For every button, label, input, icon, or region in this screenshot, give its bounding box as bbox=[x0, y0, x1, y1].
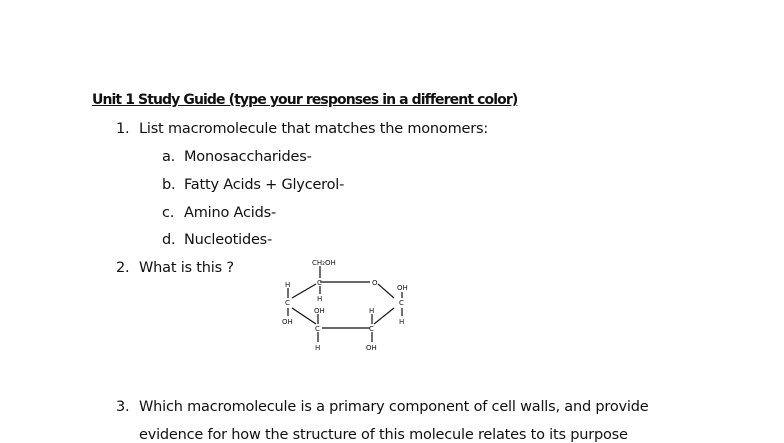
study-guide-title: Unit 1 Study Guide (type your responses in a different color) bbox=[92, 92, 518, 108]
list-item-letter: a. bbox=[162, 149, 176, 165]
ring-bond bbox=[378, 284, 394, 298]
question-3-number: 3. bbox=[116, 399, 130, 415]
list-item-amino-acids: Amino Acids- bbox=[184, 205, 276, 221]
hydroxyl-label: OH bbox=[314, 307, 325, 315]
question-3-line-1: Which macromolecule is a primary component of cell walls, and provide bbox=[139, 399, 649, 415]
hydroxyl-label: OH bbox=[397, 284, 408, 292]
list-item-letter: d. bbox=[162, 232, 176, 248]
carbon-label: C bbox=[369, 325, 374, 333]
carbon-label: C bbox=[317, 279, 322, 287]
hydroxyl-label: OH bbox=[366, 344, 377, 352]
carbon-label: C bbox=[399, 299, 404, 307]
hydrogen-label: H bbox=[315, 344, 321, 352]
carbon-label: C bbox=[315, 325, 320, 333]
carbon-label: C bbox=[285, 299, 290, 307]
hydrogen-label: H bbox=[317, 295, 323, 303]
question-1-text: List macromolecule that matches the monomers: bbox=[139, 121, 489, 137]
question-1-number: 1. bbox=[116, 121, 130, 137]
question-3-line-2: evidence for how the structure of this molecule relates to its purpose bbox=[139, 427, 628, 443]
list-item-nucleotides: Nucleotides- bbox=[184, 232, 273, 248]
question-2-number: 2. bbox=[116, 260, 130, 276]
ring-bond bbox=[292, 308, 316, 324]
list-item-letter: c. bbox=[162, 205, 175, 221]
hydrogen-label: H bbox=[285, 281, 291, 289]
list-item-monosaccharides: Monosaccharides- bbox=[184, 149, 312, 165]
ring-bond bbox=[374, 308, 394, 324]
question-2-text: What is this ? bbox=[139, 260, 234, 276]
ch2oh-label: CH₂OH bbox=[312, 259, 336, 267]
ring-bond bbox=[292, 284, 316, 298]
hydroxyl-label: OH bbox=[282, 318, 293, 326]
glucose-structure-diagram bbox=[270, 256, 430, 356]
hydrogen-label: H bbox=[369, 307, 375, 315]
ring-oxygen-label: O bbox=[372, 279, 378, 287]
list-item-letter: b. bbox=[162, 177, 176, 193]
hydrogen-label: H bbox=[399, 318, 405, 326]
list-item-fatty-acids: Fatty Acids + Glycerol- bbox=[184, 177, 345, 193]
